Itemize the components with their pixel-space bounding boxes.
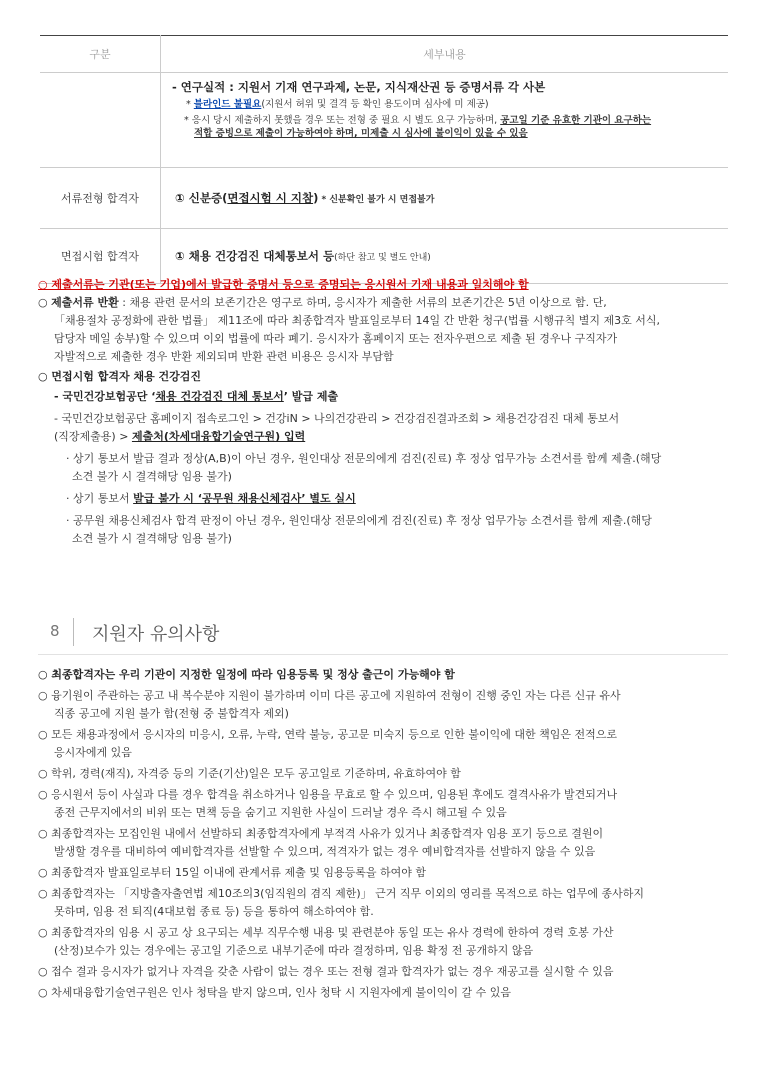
- list-item: [38, 786, 738, 822]
- list-item: [38, 765, 738, 783]
- note-matching-docs: ○ 제출서류는 기관(또는 기업)에서 발급한 증명서 등으로 증명되는 응시원서 기재 내용과 일치해야 함: [38, 278, 529, 291]
- table-header-details: 세부내용: [161, 36, 729, 73]
- blind-note-rest: (지원서 허위 및 결격 등 확인 용도이며 심사에 미 제공): [261, 99, 489, 110]
- table-cell-research: [161, 73, 729, 168]
- health-check-issue: [38, 388, 738, 406]
- section-divider: [73, 618, 74, 646]
- bullet: ○: [38, 296, 52, 309]
- return-docs-line2: 「채용절차 공정화에 관한 법률」 제11조에 따라 최종합격자 발표일로부터 14일 간 반환 청구(법률 시행규칙 별지 제3호 서식,: [54, 314, 661, 327]
- return-docs-title: 제출서류 반환: [51, 296, 119, 309]
- list-item: [38, 885, 738, 921]
- issue-pre: - 국민건강보험공단 ‘: [54, 390, 156, 403]
- section-title: 지원자 유의사항: [92, 624, 220, 645]
- list-item-line: 못하며, 임용 전 퇴직(4대보험 종료 등) 등을 통하여 해소하여야 함.: [54, 905, 374, 918]
- applicant-notice-list: [38, 666, 738, 1005]
- abnormal-result-line2: 소견 불가 시 결격해당 임용 불가): [72, 470, 232, 483]
- issue-unavailable: [38, 490, 738, 508]
- health-check-note: (하단 참고 및 별도 안내): [334, 253, 431, 263]
- item-number: ①: [175, 191, 189, 205]
- row-label-document-pass: 서류전형 합격자: [40, 168, 161, 229]
- list-item-line: ○ 차세대융합기술연구원은 인사 청탁을 받지 않으며, 인사 청탁 시 지원자에게 불이익이 갈 수 있음: [38, 986, 511, 999]
- submission-note-plain: * 응시 당시 제출하지 못했을 경우 또는 전형 중 필요 시 별도 요구 가능하며,: [184, 115, 501, 126]
- list-item: [38, 864, 738, 882]
- list-item-line: ○ 응시원서 등이 사실과 다를 경우 합격을 취소하거나 임용을 무효로 할 수 있으며, 임용된 후에도 결격사유가 발견되거나: [38, 788, 618, 801]
- note-return-docs: [38, 294, 738, 312]
- return-docs-line3: 담당자 메일 송부)할 수 있으며 이외 법률에 따라 폐기. 응시자가 홈페이지 또는 전자우편으로 제출 된 경우나 구직자가: [54, 332, 618, 345]
- list-item-line: 종전 근무지에서의 비위 또는 면책 등을 숨기고 지원한 사실이 드러날 경우 즉시 해고될 수 있음: [54, 806, 507, 819]
- abnormal-result-line1: · 상기 통보서 발급 결과 정상(A,B)이 아닌 경우, 원인대상 전문의에게 검진(진료) 후 정상 업무가능 소견서를 함께 제출.(해당: [66, 452, 662, 465]
- list-item-line: ○ 최종합격자의 임용 시 공고 상 요구되는 세부 직무수행 내용 및 관련분야 동일 또는 유사 경력에 한하여 경력 호봉 가산: [38, 926, 614, 939]
- id-card-text: [175, 191, 318, 205]
- table-header-category: 구분: [40, 36, 161, 73]
- issue-underlined: 채용 건강검진 대체 통보서: [155, 390, 284, 403]
- civil-exam-line2: 소견 불가 시 결격해당 임용 불가): [72, 532, 232, 545]
- unavailable-pre: · 상기 통보서: [66, 492, 134, 505]
- list-item: [38, 825, 738, 861]
- list-item-line: ○ 학위, 경력(재직), 자격증 등의 기준(기산)일은 모두 공고일로 기준하며, 유효하여야 함: [38, 767, 461, 780]
- list-item: [38, 963, 738, 981]
- issue-post: ’ 발급 제출: [283, 390, 339, 403]
- list-item-line: ○ 최종합격자는 모집인원 내에서 선발하되 최종합격자에게 부적격 사유가 있거나 최종합격자 임용 포기 등으로 결원이: [38, 827, 604, 840]
- required-documents-table: [40, 35, 728, 284]
- table-cell-id-card: [161, 168, 729, 229]
- section-header: [38, 610, 728, 655]
- note-health-check-title: ○ 면접시험 합격자 채용 건강검진: [38, 370, 202, 383]
- note-star: *: [186, 99, 194, 110]
- health-check-path-line2: [38, 428, 738, 446]
- table-row: [40, 168, 728, 229]
- health-check-text: ① 채용 건강검진 대체통보서 등: [175, 249, 335, 263]
- list-item-line: ○ 최종합격자는 우리 기관이 지정한 일정에 따라 임용등록 및 정상 출근이 가능해야 함: [38, 668, 455, 681]
- notes-block: [38, 276, 738, 548]
- id-card-note: * 신분확인 불가 시 면접불가: [318, 195, 435, 205]
- submission-note-continued: 적합 증빙으로 제출이 가능하여야 하며, 미제출 시 심사에 불이익이 있을 수 있음: [194, 128, 528, 139]
- table-header-row: [40, 36, 728, 73]
- table-row: [40, 73, 728, 168]
- unavailable-underlined: 발급 불가 시 ‘공무원 채용신체검사’ 별도 실시: [133, 492, 356, 505]
- list-item: [38, 726, 738, 762]
- health-check-path-line1: - 국민건강보험공단 홈페이지 접속로그인 > 건강iN > 나의건강관리 > 건강검진결과조회 > 채용건강검진 대체 통보서: [54, 412, 620, 425]
- list-item-line: ○ 최종합격자 발표일로부터 15일 이내에 관계서류 제출 및 임용등록을 하여야 함: [38, 866, 426, 879]
- id-card-underlined: 면접시험 시 지참: [227, 191, 314, 205]
- civil-exam-line1: · 공무원 채용신체검사 합격 판정이 아닌 경우, 원인대상 전문의에게 검진(진료) 후 정상 업무가능 소견서를 함께 제출.(해당: [66, 514, 652, 527]
- path-pre: (직장제출용) >: [54, 430, 132, 443]
- list-item: [38, 984, 738, 1002]
- blind-note: [186, 98, 727, 111]
- section-number: 8: [50, 622, 60, 640]
- list-item: [38, 924, 738, 960]
- blind-not-required-text: 블라인드 불필요: [193, 99, 262, 110]
- id-card-post: ): [313, 191, 319, 205]
- return-docs-line1: : 채용 관련 문서의 보존기간은 영구로 하며, 응시자가 제출한 서류의 보존기간은 5년 이상으로 함. 단,: [118, 296, 607, 309]
- return-docs-line4: 자발적으로 제출한 경우 반환 제외되며 반환 관련 비용은 응시자 부담함: [54, 350, 394, 363]
- submission-note-bold: 공고일 기준 유효한 기관이 요구하는: [500, 115, 652, 126]
- list-item: [38, 687, 738, 723]
- list-item-line: ○ 융기원이 주관하는 공고 내 복수분야 지원이 불가하며 이미 다른 공고에 지원하여 전형이 진행 중인 자는 다른 신규 유사: [38, 689, 621, 702]
- research-docs-text: - 연구실적 : 지원서 기재 연구과제, 논문, 지식재산권 등 증명서류 각 사본: [172, 80, 546, 94]
- list-item-line: ○ 접수 결과 응시자가 없거나 자격을 갖춘 사람이 없는 경우 또는 전형 결과 합격자가 없는 경우 재공고를 실시할 수 있음: [38, 965, 614, 978]
- list-item-line: (산정)보수가 있는 경우에는 공고일 기준으로 내부기준에 따라 결정하며, 임용 확정 전 공개하지 않음: [54, 944, 534, 957]
- list-item-line: ○ 모든 채용과정에서 응시자의 미응시, 오류, 누락, 연락 불능, 공고문 미숙지 등으로 인한 불이익에 대한 책임은 전적으로: [38, 728, 617, 741]
- list-item-line: 직종 공고에 지원 불가 함(전형 중 불합격자 제외): [54, 707, 289, 720]
- row-label-interview-pass: 면접시험 합격자: [40, 229, 161, 284]
- list-item-line: 응시자에게 있음: [54, 746, 132, 759]
- list-item-line: ○ 최종합격자는 「지방출자출연법 제10조의3(임직원의 겸직 제한)」 근거 직무 이외의 영리를 목적으로 하는 업무에 종사하지: [38, 887, 645, 900]
- list-item: [38, 666, 738, 684]
- path-underlined: 제출처(차세대융합기술연구원) 입력: [131, 430, 306, 443]
- id-card-pre: 신분증(: [188, 191, 228, 205]
- table-cell-empty: [40, 73, 161, 168]
- list-item-line: 발생할 경우를 대비하여 예비합격자를 선발할 수 있으며, 적격자가 없는 경우 예비합격자를 선발하지 않을 수 있음: [54, 845, 596, 858]
- submission-note: [184, 114, 727, 127]
